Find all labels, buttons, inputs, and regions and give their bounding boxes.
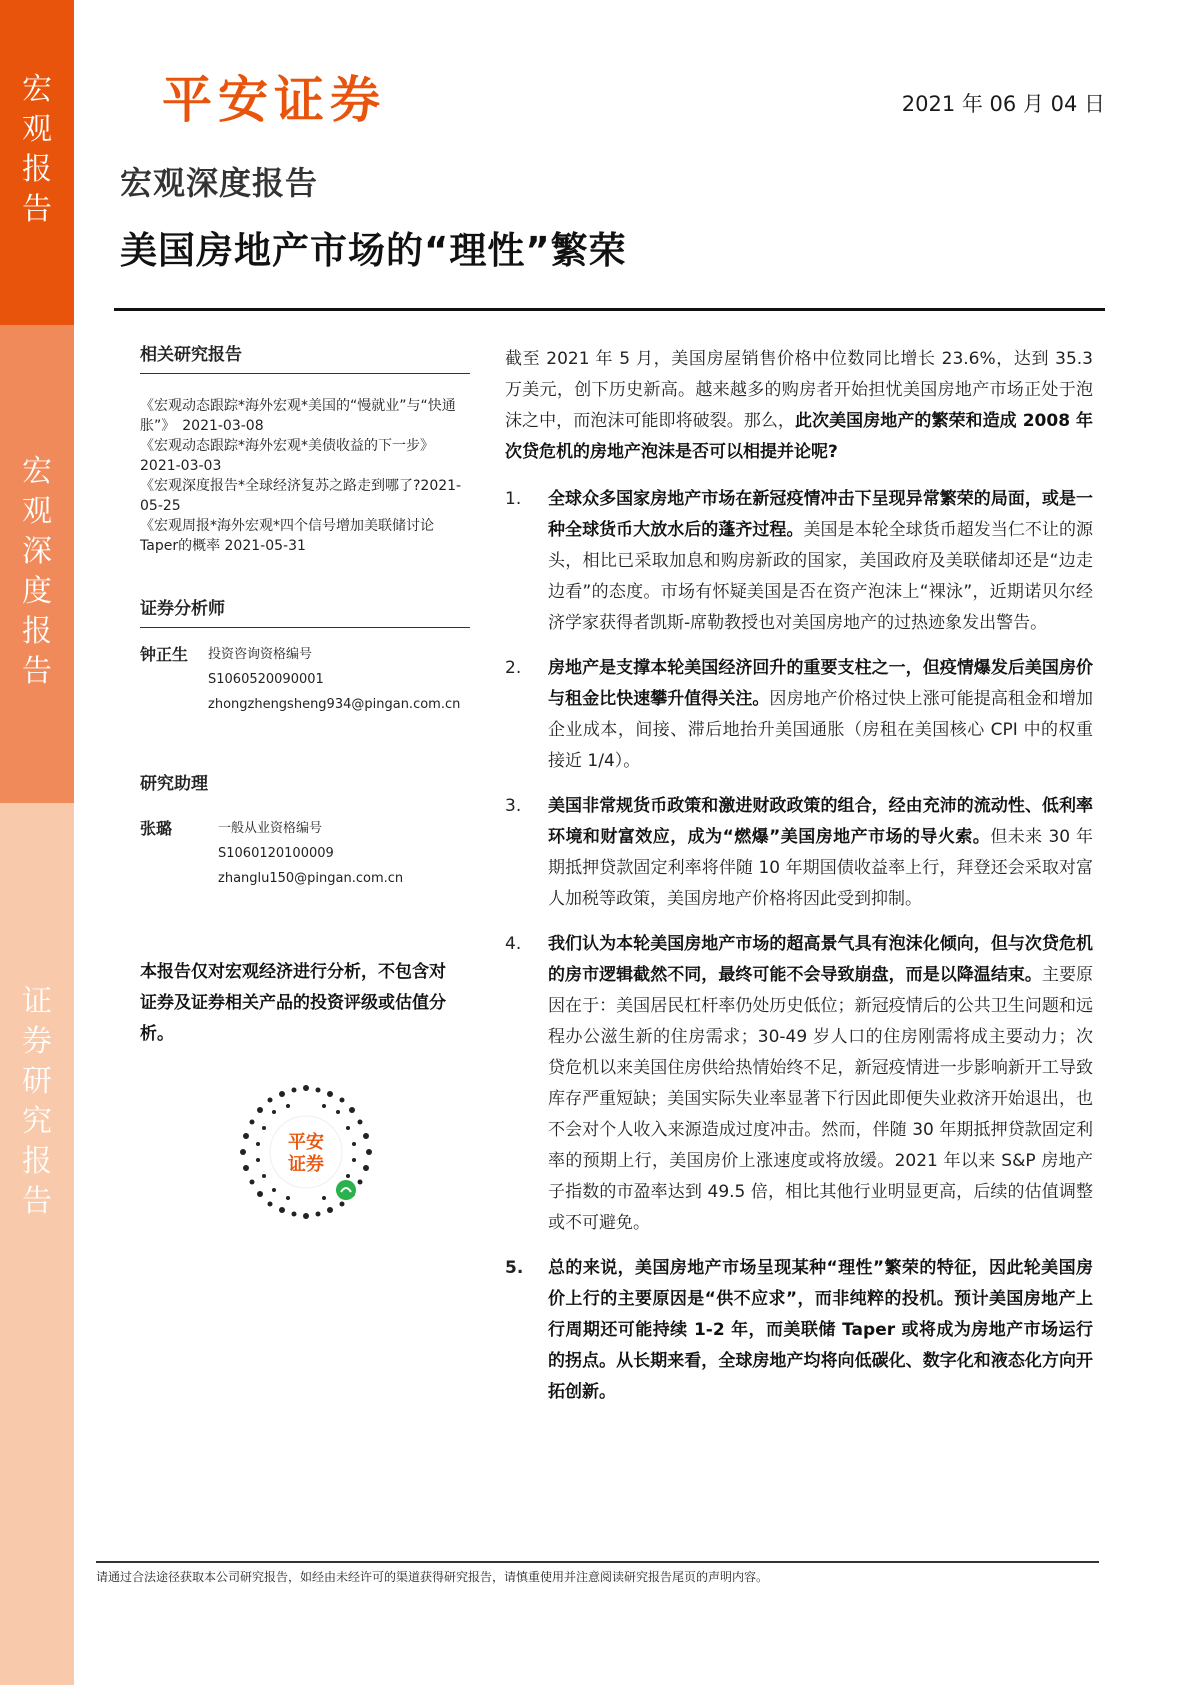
point-text (548, 653, 1093, 777)
point-text (548, 1253, 1093, 1408)
point-key-message: 房地产是支撑本轮美国经济回升的重要支柱之一，但疫情爆发后美国房价与租金比快速攀升值得关注。 (548, 658, 1093, 709)
company-logo: 平安证券 (162, 71, 386, 129)
summary-point (505, 484, 1093, 639)
point-number: 1. (505, 489, 522, 509)
summary-point (505, 929, 1093, 1239)
intro-question: 此次美国房地产的繁荣和造成 2008 年次贷危机的房地产泡沫是否可以相提并论呢? (505, 411, 1093, 462)
analyst-qual-label: 投资咨询资格编号 (208, 647, 313, 662)
point-detail: 因房地产价格过快上涨可能提高租金和增加企业成本，间接、滞后地抬升美国通胀（房租在美国核心 CPI 中的权重接近 1/4）。 (548, 689, 1094, 771)
analyst-info (208, 642, 460, 717)
related-report-item[interactable]: 《宏观动态跟踪*海外宏观*美国的“慢就业”与“快通胀”》 2021-03-08 (140, 398, 456, 434)
point-detail: 但未来 30 年期抵押贷款固定利率将伴随 10 年期国债收益率上行，拜登还会采取对富人加税等政策，美国房地产价格将因此受到抑制。 (548, 827, 1093, 909)
summary-point-conclusion (505, 1253, 1093, 1408)
analyst-name: 钟正生 (140, 645, 189, 664)
related-report-item[interactable]: 《宏观动态跟踪*海外宏观*美债收益的下一步》2021-03-03 (140, 438, 434, 474)
point-number: 5. (505, 1258, 524, 1278)
point-number: 4. (505, 934, 522, 954)
related-reports-list (140, 396, 470, 556)
qr-logo-line1: 平安 (288, 1132, 324, 1153)
header-divider (114, 308, 1105, 311)
analyst-qual-no: S1060520090001 (208, 672, 324, 687)
related-report-item[interactable]: 《宏观深度报告*全球经济复苏之路走到哪了?2021-05-25 (140, 478, 462, 514)
analysis-disclaimer: 本报告仅对宏观经济进行分析，不包含对证券及证券相关产品的投资评级或估值分析。 (140, 962, 446, 1044)
point-detail: 主要原因在于：美国居民杠杆率仍处历史低位；新冠疫情后的公共卫生问题和远程办公滋生新的住房需求；30-49 岁人口的住房刚需将成主要动力；次贷危机以来美国住房供给热情始终不足，新冠疫情进一步影响新开工导致库存严重短缺；美国实际失业率显著下行因此即便失业救济开始退出，也不会对个人收入来源造成过度冲击。然而，伴随 30 年期抵押贷款固定利率的预期上行，美国房价上涨速度或将放缓。2021 年以来 S&P 房地产子指数的市盈率达到 49.5 倍，相比其他行业明显更高，后续的估值调整或不可避免。 (548, 965, 1094, 1233)
assistant-heading: 研究助理 (140, 774, 208, 794)
related-report-item[interactable]: 《宏观周报*海外宏观*四个信号增加美联储讨论Taper的概率 2021-05-31 (140, 518, 434, 554)
report-date: 2021 年 06 月 04 日 (901, 92, 1105, 116)
point-detail: 美国是本轮全球货币超发当仁不让的源头，相比已采取加息和购房新政的国家，美国政府及美联储却还是“边走边看”的态度。市场有怀疑美国是否在资产泡沫上“裸泳”，近期诺贝尔经济学家获得者凯斯-席勒教授也对美国房地产的过热迹象发出警告。 (548, 520, 1093, 633)
analyst-card (140, 642, 470, 717)
assistant-name: 张璐 (140, 819, 173, 838)
qr-logo-line2: 证券 (288, 1154, 324, 1175)
point-key-message: 总的来说，美国房地产市场呈现某种“理性”繁荣的特征，因此轮美国房价上行的主要原因是“供不应求”，而非纯粹的投机。预计美国房地产上行周期还可能持续 1-2 年，而美联储 Taper 或将成为房地产市场运行的拐点。从长期来看，全球房地产均将向低碳化、数字化和液态化方向开拓创新。 (548, 1258, 1093, 1402)
point-number: 3. (505, 796, 522, 816)
intro-paragraph (505, 344, 1093, 468)
analyst-section (140, 594, 470, 717)
assistant-qual-label: 一般从业资格编号 (218, 821, 323, 836)
point-text (548, 791, 1093, 915)
assistant-email[interactable]: zhanglu150@pingan.com.cn (218, 871, 404, 886)
intro-text: 截至 2021 年 5 月，美国房屋销售价格中位数同比增长 23.6%，达到 35.3 万美元，创下历史新高。越来越多的购房者开始担忧美国房地产市场正处于泡沫之中，而泡沫可能即将破裂。那么， (505, 349, 1093, 431)
side-strip-bottom (0, 803, 74, 1685)
summary-body (505, 344, 1093, 1422)
assistant-card (140, 816, 470, 891)
assistant-section (140, 769, 470, 891)
related-reports-heading: 相关研究报告 (140, 340, 470, 374)
report-type: 宏观深度报告 (120, 164, 319, 202)
side-label-bottom: 证 券 研 究 报 告 (22, 984, 52, 1219)
analyst-email[interactable]: zhongzhengsheng934@pingan.com.cn (208, 697, 461, 712)
footer-divider (96, 1561, 1099, 1563)
assistant-info (218, 816, 403, 891)
analyst-heading: 证券分析师 (140, 594, 470, 628)
point-key-message: 美国非常规货币政策和激进财政政策的组合，经由充沛的流动性、低利率环境和财富效应，成为“燃爆”美国房地产市场的导火索。 (548, 796, 1093, 847)
point-text (548, 929, 1093, 1239)
summary-point (505, 791, 1093, 915)
page-title: 美国房地产市场的“理性”繁荣 (120, 229, 627, 272)
footer-disclaimer: 请通过合法途径获取本公司研究报告，如经由未经许可的渠道获得研究报告，请慎重使用并注意阅读研究报告尾页的声明内容。 (96, 1570, 769, 1584)
side-label-top: 宏 观 报 告 (22, 72, 52, 227)
qr-code[interactable] (234, 1080, 379, 1225)
sidebar (140, 340, 470, 891)
summary-point (505, 653, 1093, 777)
mini-program-icon (336, 1180, 356, 1200)
point-number: 2. (505, 658, 522, 678)
point-key-message: 我们认为本轮美国房地产市场的超高景气具有泡沫化倾向，但与次贷危机的房市逻辑截然不同，最终可能不会导致崩盘，而是以降温结束。 (548, 934, 1093, 985)
assistant-qual-no: S1060120100009 (218, 846, 334, 861)
related-reports-section (140, 340, 470, 556)
point-key-message: 全球众多国家房地产市场在新冠疫情冲击下呈现异常繁荣的局面，或是一种全球货币大放水后的蓬齐过程。 (548, 489, 1093, 540)
point-text (548, 484, 1093, 639)
side-label-middle: 宏 观 深 度 报 告 (22, 454, 52, 689)
